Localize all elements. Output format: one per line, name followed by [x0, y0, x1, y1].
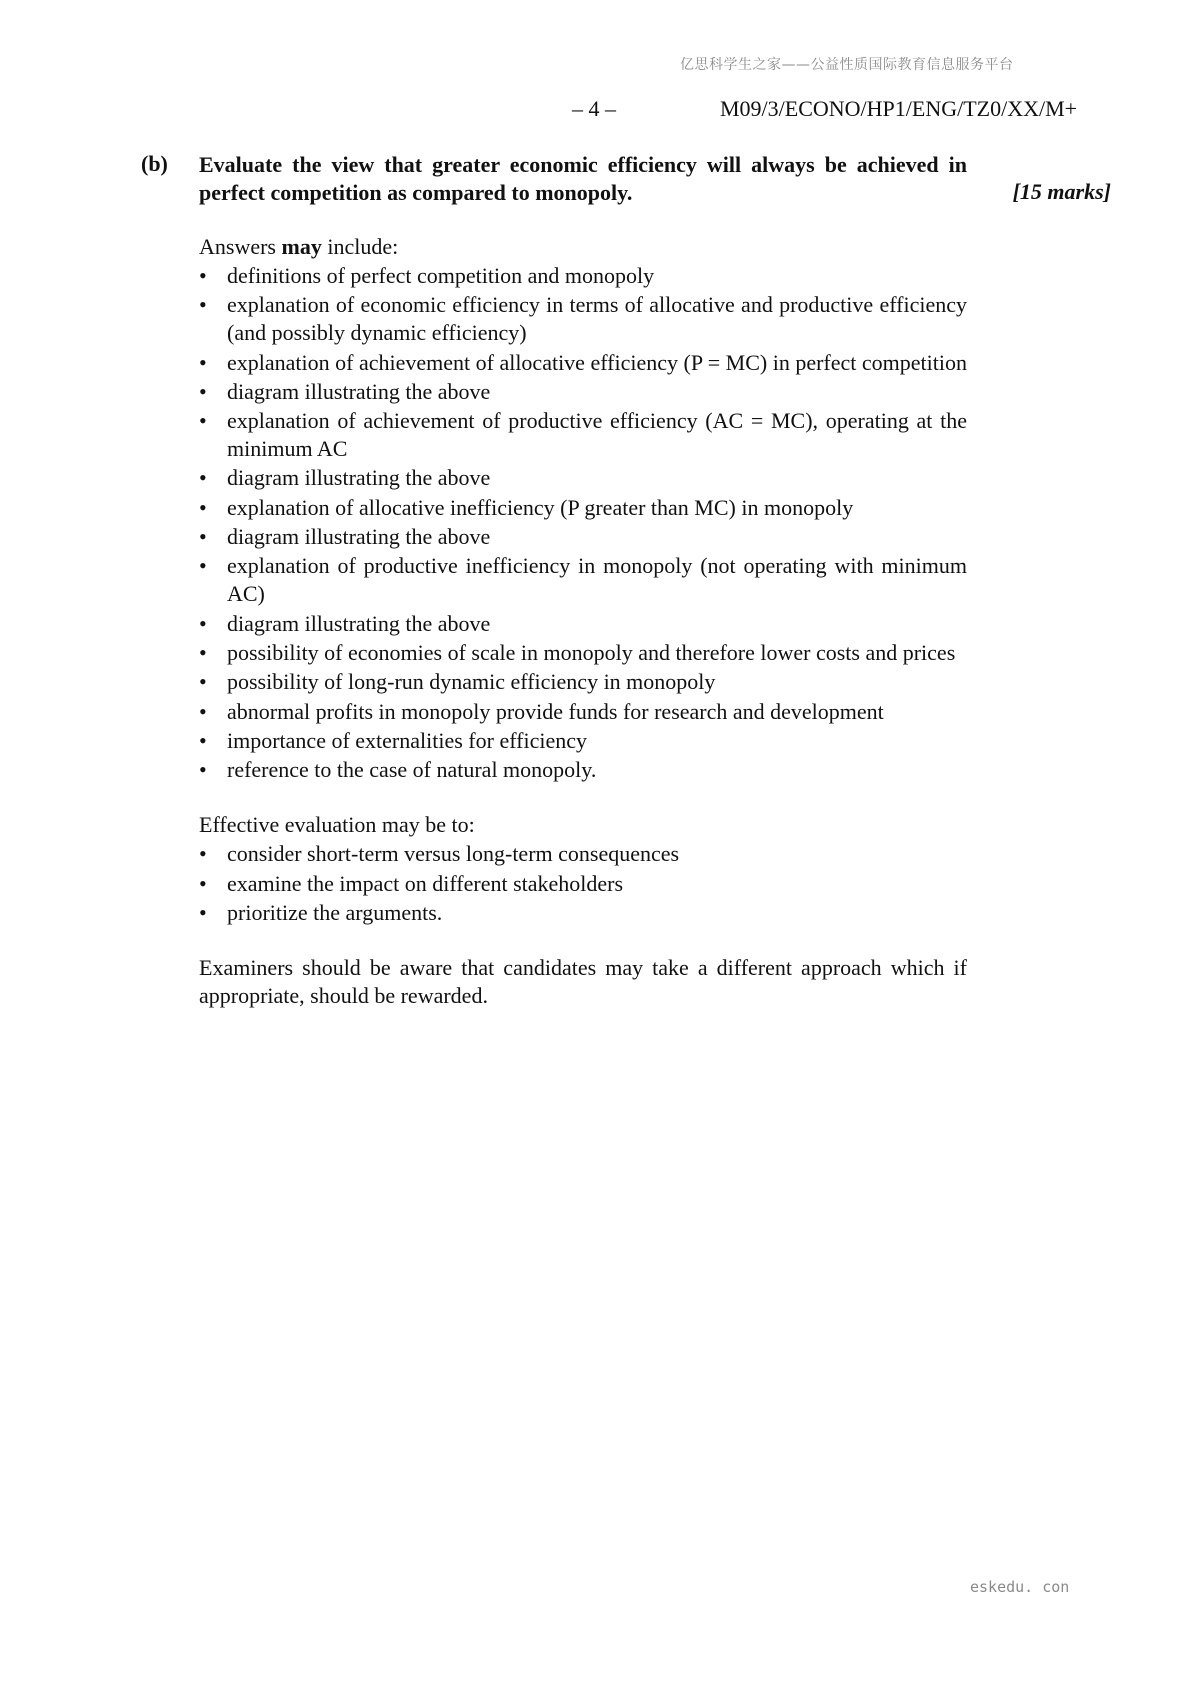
page-number: – 4 – — [572, 96, 616, 121]
list-item: • possibility of long-run dynamic efficiency in monopoly — [199, 668, 967, 696]
list-item: • explanation of productive inefficiency in monopoly (not operating with minimum AC) — [199, 552, 967, 608]
watermark-text: 亿思科学生之家——公益性质国际教育信息服务平台 — [680, 57, 1014, 73]
list-item: • consider short-term versus long-term consequences — [199, 840, 967, 868]
list-item: • explanation of allocative inefficiency (P greater than MC) in monopoly — [199, 494, 967, 522]
list-item: • possibility of economies of scale in monopoly and therefore lower costs and prices — [199, 639, 967, 667]
evaluation-list — [199, 840, 967, 927]
list-item: • examine the impact on different stakeholders — [199, 870, 967, 898]
question-text: Evaluate the view that greater economic efficiency will always be achieved in perfect competition as compared to monopoly. — [199, 152, 967, 205]
list-item: • diagram illustrating the above — [199, 610, 967, 638]
answers-intro-suffix: include: — [321, 234, 399, 259]
markscheme-body — [199, 233, 967, 1010]
answers-intro-prefix: Answers — [199, 234, 282, 259]
examiner-note: Examiners should be aware that candidates may take a different approach which if appropriate, should be rewarded. — [199, 955, 967, 1009]
paper-code: M09/3/ECONO/HP1/ENG/TZ0/XX/M+ — [720, 96, 1078, 121]
list-item: • diagram illustrating the above — [199, 378, 967, 406]
question-marks: [15 marks] — [1012, 179, 1111, 204]
list-item: • diagram illustrating the above — [199, 464, 967, 492]
list-item: • importance of externalities for efficiency — [199, 727, 967, 755]
footer-watermark: eskedu. con — [970, 1578, 1070, 1596]
list-item: • diagram illustrating the above — [199, 523, 967, 551]
evaluation-intro: Effective evaluation may be to: — [199, 812, 475, 838]
answers-intro-emphasis: may — [281, 234, 322, 259]
answers-list — [199, 262, 967, 784]
list-item: • explanation of achievement of allocative efficiency (P = MC) in perfect competition — [199, 349, 967, 377]
question-label: (b) — [141, 151, 168, 176]
list-item: • definitions of perfect competition and monopoly — [199, 262, 967, 290]
answers-intro — [199, 233, 967, 261]
list-item: • reference to the case of natural monopoly. — [199, 756, 967, 784]
list-item: • prioritize the arguments. — [199, 899, 967, 927]
list-item: • abnormal profits in monopoly provide funds for research and development — [199, 698, 967, 726]
list-item: • explanation of economic efficiency in terms of allocative and productive efficiency (and possibly dynamic efficiency) — [199, 291, 967, 347]
list-item: • explanation of achievement of productive efficiency (AC = MC), operating at the minimum AC — [199, 407, 967, 463]
